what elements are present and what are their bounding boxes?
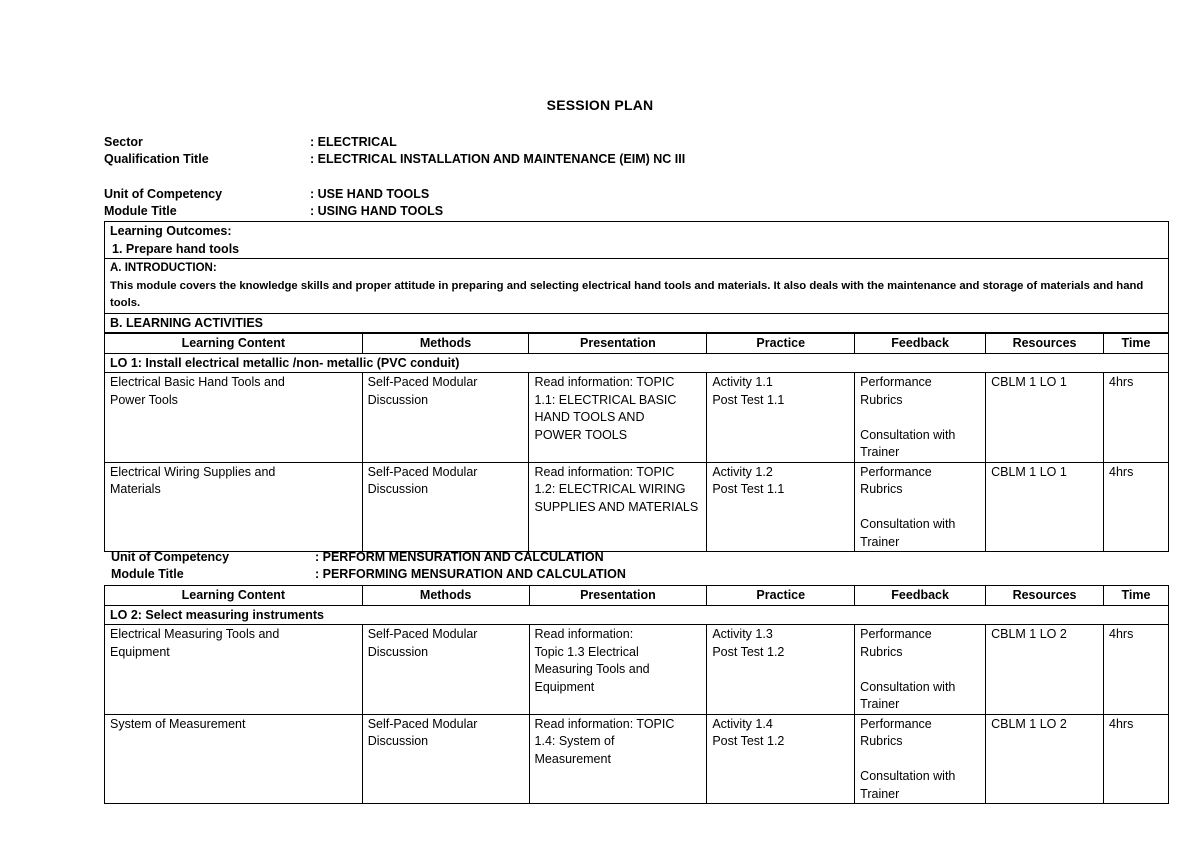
unit-label: Unit of Competency: [104, 187, 223, 201]
feedback-line: Performance: [860, 375, 932, 389]
column-header: Feedback: [855, 334, 986, 354]
table-header-row: [105, 586, 1169, 606]
method-line: Self-Paced Modular: [367, 627, 478, 641]
presentation-line: 1.1: ELECTRICAL BASIC: [534, 392, 677, 407]
practice-line: Activity 1.2: [712, 464, 773, 479]
sector-label: Sector: [104, 135, 143, 149]
feedback-line: Rubrics: [860, 392, 903, 407]
presentation-line: Equipment: [534, 679, 595, 694]
module2-label: Module Title: [111, 567, 184, 581]
time-cell: 4hrs: [1104, 373, 1169, 463]
column-header: Time: [1104, 586, 1169, 606]
session-table-2: [104, 585, 1169, 804]
feedback-line: Trainer: [860, 697, 900, 711]
table-row: [105, 625, 1169, 715]
feedback-line: Consultation with: [860, 769, 956, 783]
time-cell: 4hrs: [1104, 462, 1169, 552]
presentation-line: 1.4: System of: [534, 734, 615, 748]
module2-value: : PERFORMING MENSURATION AND CALCULATION: [315, 567, 626, 581]
feedback-line: [860, 499, 980, 517]
method-line: Self-Paced Modular: [367, 716, 478, 731]
resources-cell: CBLM 1 LO 2: [986, 625, 1104, 715]
qualification-value: : ELECTRICAL INSTALLATION AND MAINTENANCE (EIM) NC III: [310, 152, 686, 166]
table-row: [105, 373, 1169, 463]
introduction-heading: A. INTRODUCTION:: [110, 262, 217, 274]
table-row: [105, 714, 1169, 804]
presentation-line: Read information: TOPIC: [534, 464, 675, 479]
method-line: Discussion: [367, 482, 429, 496]
lo-row: [105, 605, 1169, 625]
content-line: Power Tools: [110, 392, 178, 407]
feedback-line: Performance: [860, 716, 932, 731]
column-header: Methods: [362, 586, 529, 606]
feedback-line: Rubrics: [860, 482, 903, 496]
unit2-value: : PERFORM MENSURATION AND CALCULATION: [315, 550, 604, 564]
time-cell: 4hrs: [1104, 625, 1169, 715]
sector-value: : ELECTRICAL: [310, 135, 397, 149]
qualification-label: Qualification Title: [104, 152, 209, 166]
column-header: Presentation: [529, 334, 707, 354]
introduction-text: This module covers the knowledge skills and proper attitude in preparing and selecting electrical hand tools and materials. It also deals with the maintenance and storage of materials and hand tools.: [110, 279, 1144, 309]
practice-line: Post Test 1.2: [712, 734, 785, 748]
table-row: [105, 462, 1169, 552]
module-label: Module Title: [104, 204, 177, 218]
learning-outcomes-row: [105, 222, 1169, 259]
presentation-line: Read information: TOPIC: [534, 716, 675, 731]
practice-line: Activity 1.4: [712, 716, 773, 731]
column-header: Resources: [986, 586, 1104, 606]
method-line: Self-Paced Modular: [367, 375, 478, 389]
introduction-row: [105, 259, 1169, 314]
practice-line: Activity 1.1: [712, 375, 773, 389]
column-header: Practice: [707, 586, 855, 606]
learning-activities-heading: B. LEARNING ACTIVITIES: [105, 313, 1169, 333]
presentation-line: POWER TOOLS: [534, 427, 628, 442]
time-cell: 4hrs: [1104, 714, 1169, 804]
presentation-line: 1.2: ELECTRICAL WIRING: [534, 482, 686, 496]
feedback-line: Trainer: [860, 445, 900, 459]
method-line: Self-Paced Modular: [367, 464, 478, 479]
method-line: Discussion: [367, 734, 429, 748]
column-header: Learning Content: [105, 334, 363, 354]
presentation-line: Topic 1.3 Electrical: [534, 644, 639, 659]
presentation-line: HAND TOOLS AND: [534, 410, 645, 424]
practice-line: Activity 1.3: [712, 627, 773, 641]
feedback-line: Consultation with: [860, 427, 956, 442]
lo-row: [105, 353, 1169, 373]
feedback-line: Consultation with: [860, 679, 956, 694]
resources-cell: CBLM 1 LO 2: [986, 714, 1104, 804]
column-header: Presentation: [529, 586, 707, 606]
content-line: Electrical Wiring Supplies and: [110, 464, 276, 479]
practice-line: Post Test 1.1: [712, 392, 785, 407]
content-line: Electrical Measuring Tools and: [110, 627, 280, 641]
column-header: Resources: [986, 334, 1104, 354]
learning-outcome-label: LO 2: Select measuring instruments: [105, 605, 1169, 625]
feedback-line: [860, 409, 980, 427]
resources-cell: CBLM 1 LO 1: [986, 373, 1104, 463]
feedback-line: Performance: [860, 464, 932, 479]
feedback-line: Rubrics: [860, 644, 903, 659]
session-table-1: [104, 221, 1169, 552]
method-line: Discussion: [367, 392, 429, 407]
content-line: Electrical Basic Hand Tools and: [110, 375, 285, 389]
learning-activities-row: [105, 313, 1169, 333]
unit2-label: Unit of Competency: [111, 550, 230, 564]
feedback-line: Consultation with: [860, 517, 956, 531]
table-header-row: [105, 334, 1169, 354]
content-line: System of Measurement: [110, 716, 246, 731]
presentation-line: SUPPLIES AND MATERIALS: [534, 499, 699, 514]
unit-value: : USE HAND TOOLS: [310, 187, 430, 201]
column-header: Learning Content: [105, 586, 363, 606]
column-header: Time: [1104, 334, 1169, 354]
column-header: Feedback: [855, 586, 986, 606]
method-line: Discussion: [367, 644, 429, 659]
column-header: Practice: [707, 334, 855, 354]
learning-outcome-item: 1. Prepare hand tools: [112, 241, 240, 256]
practice-line: Post Test 1.2: [712, 644, 785, 659]
column-header: Methods: [362, 334, 529, 354]
feedback-line: [860, 751, 980, 769]
content-line: Materials: [110, 482, 161, 496]
feedback-line: Performance: [860, 627, 932, 641]
presentation-line: Read information:: [534, 627, 634, 641]
feedback-line: Rubrics: [860, 734, 903, 748]
feedback-line: Trainer: [860, 786, 900, 801]
learning-outcome-label: LO 1: Install electrical metallic /non- metallic (PVC conduit): [105, 353, 1169, 373]
page-title: SESSION PLAN: [546, 97, 654, 113]
resources-cell: CBLM 1 LO 1: [986, 462, 1104, 552]
learning-outcomes-heading: Learning Outcomes:: [110, 224, 232, 238]
presentation-line: Measuring Tools and: [534, 662, 650, 676]
module-value: : USING HAND TOOLS: [310, 204, 444, 218]
feedback-line: Trainer: [860, 534, 900, 549]
presentation-line: Read information: TOPIC: [534, 375, 675, 389]
content-line: Equipment: [110, 644, 170, 659]
practice-line: Post Test 1.1: [712, 482, 785, 496]
presentation-line: Measurement: [534, 751, 611, 766]
feedback-line: [860, 661, 980, 679]
